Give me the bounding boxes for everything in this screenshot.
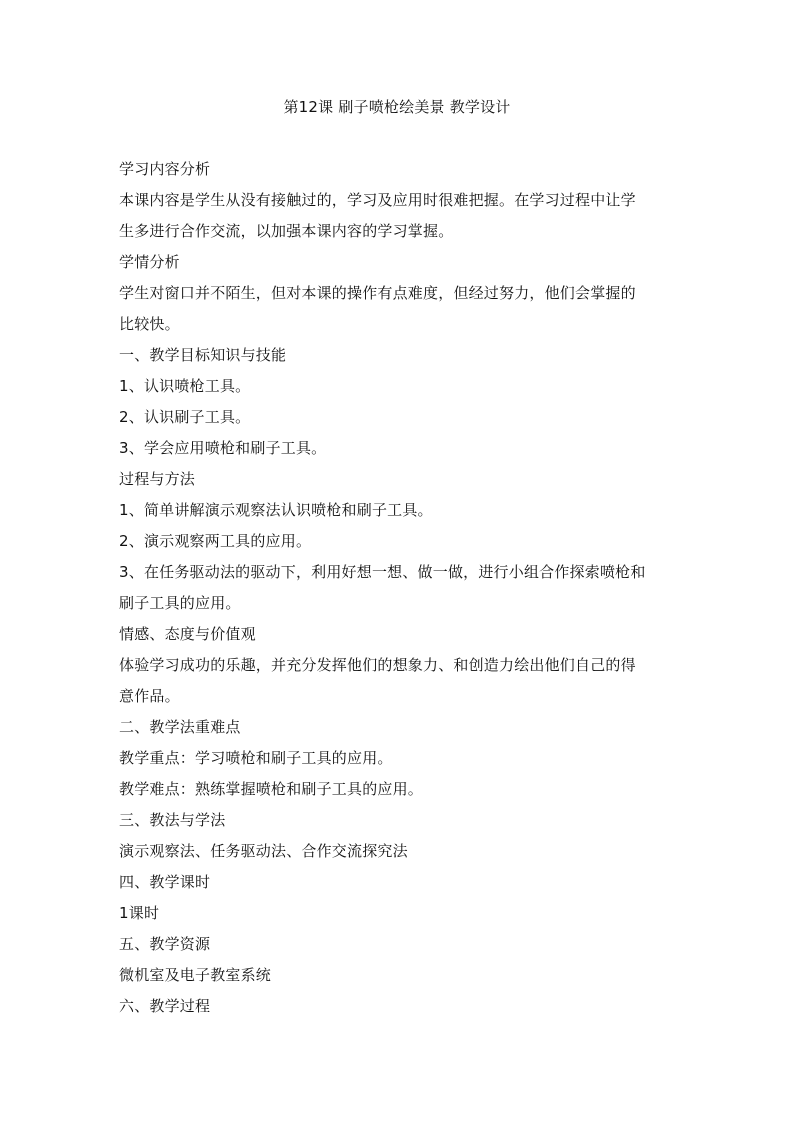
paragraph-line: 本课内容是学生从没有接触过的，学习及应用时很难把握。在学习过程中让学 [119, 191, 636, 209]
section-heading: 三、教法与学法 [119, 811, 226, 829]
list-item: 3、在任务驱动法的驱动下，利用好想一想、做一做，进行小组合作探索喷枪和 [119, 563, 646, 581]
paragraph-line: 生多进行合作交流，以加强本课内容的学习掌握。 [119, 222, 454, 240]
paragraph-line: 微机室及电子教室系统 [119, 966, 272, 984]
paragraph-line: 意作品。 [119, 687, 180, 705]
section-heading: 六、教学过程 [119, 997, 211, 1015]
paragraph-line: 教学重点：学习喷枪和刷子工具的应用。 [119, 749, 393, 767]
list-item: 1、认识喷枪工具。 [119, 377, 251, 395]
section-heading: 四、教学课时 [119, 873, 211, 891]
paragraph-line: 刷子工具的应用。 [119, 594, 241, 612]
paragraph-line: 体验学习成功的乐趣，并充分发挥他们的想象力、和创造力绘出他们自己的得 [119, 656, 636, 674]
paragraph-line: 学生对窗口并不陌生，但对本课的操作有点难度，但经过努力，他们会掌握的 [119, 284, 636, 302]
section-heading: 过程与方法 [119, 470, 196, 488]
section-heading: 二、教学法重难点 [119, 718, 241, 736]
section-heading: 情感、态度与价值观 [119, 625, 256, 643]
paragraph-line: 比较快。 [119, 315, 180, 333]
list-item: 2、演示观察两工具的应用。 [119, 532, 312, 550]
list-item: 1、简单讲解演示观察法认识喷枪和刷子工具。 [119, 501, 433, 519]
paragraph-line: 教学难点：熟练掌握喷枪和刷子工具的应用。 [119, 780, 424, 798]
list-item: 2、认识刷子工具。 [119, 408, 251, 426]
section-heading: 学情分析 [119, 253, 180, 271]
paragraph-line: 1课时 [119, 904, 160, 922]
section-heading: 学习内容分析 [119, 160, 211, 178]
list-item: 3、学会应用喷枪和刷子工具。 [119, 439, 327, 457]
section-heading: 五、教学资源 [119, 935, 211, 953]
section-heading: 一、教学目标知识与技能 [119, 346, 287, 364]
document-title: 第12课 刷子喷枪绘美景 教学设计 [283, 98, 511, 116]
document-body [119, 154, 679, 1022]
paragraph-line: 演示观察法、任务驱动法、合作交流探究法 [119, 842, 408, 860]
